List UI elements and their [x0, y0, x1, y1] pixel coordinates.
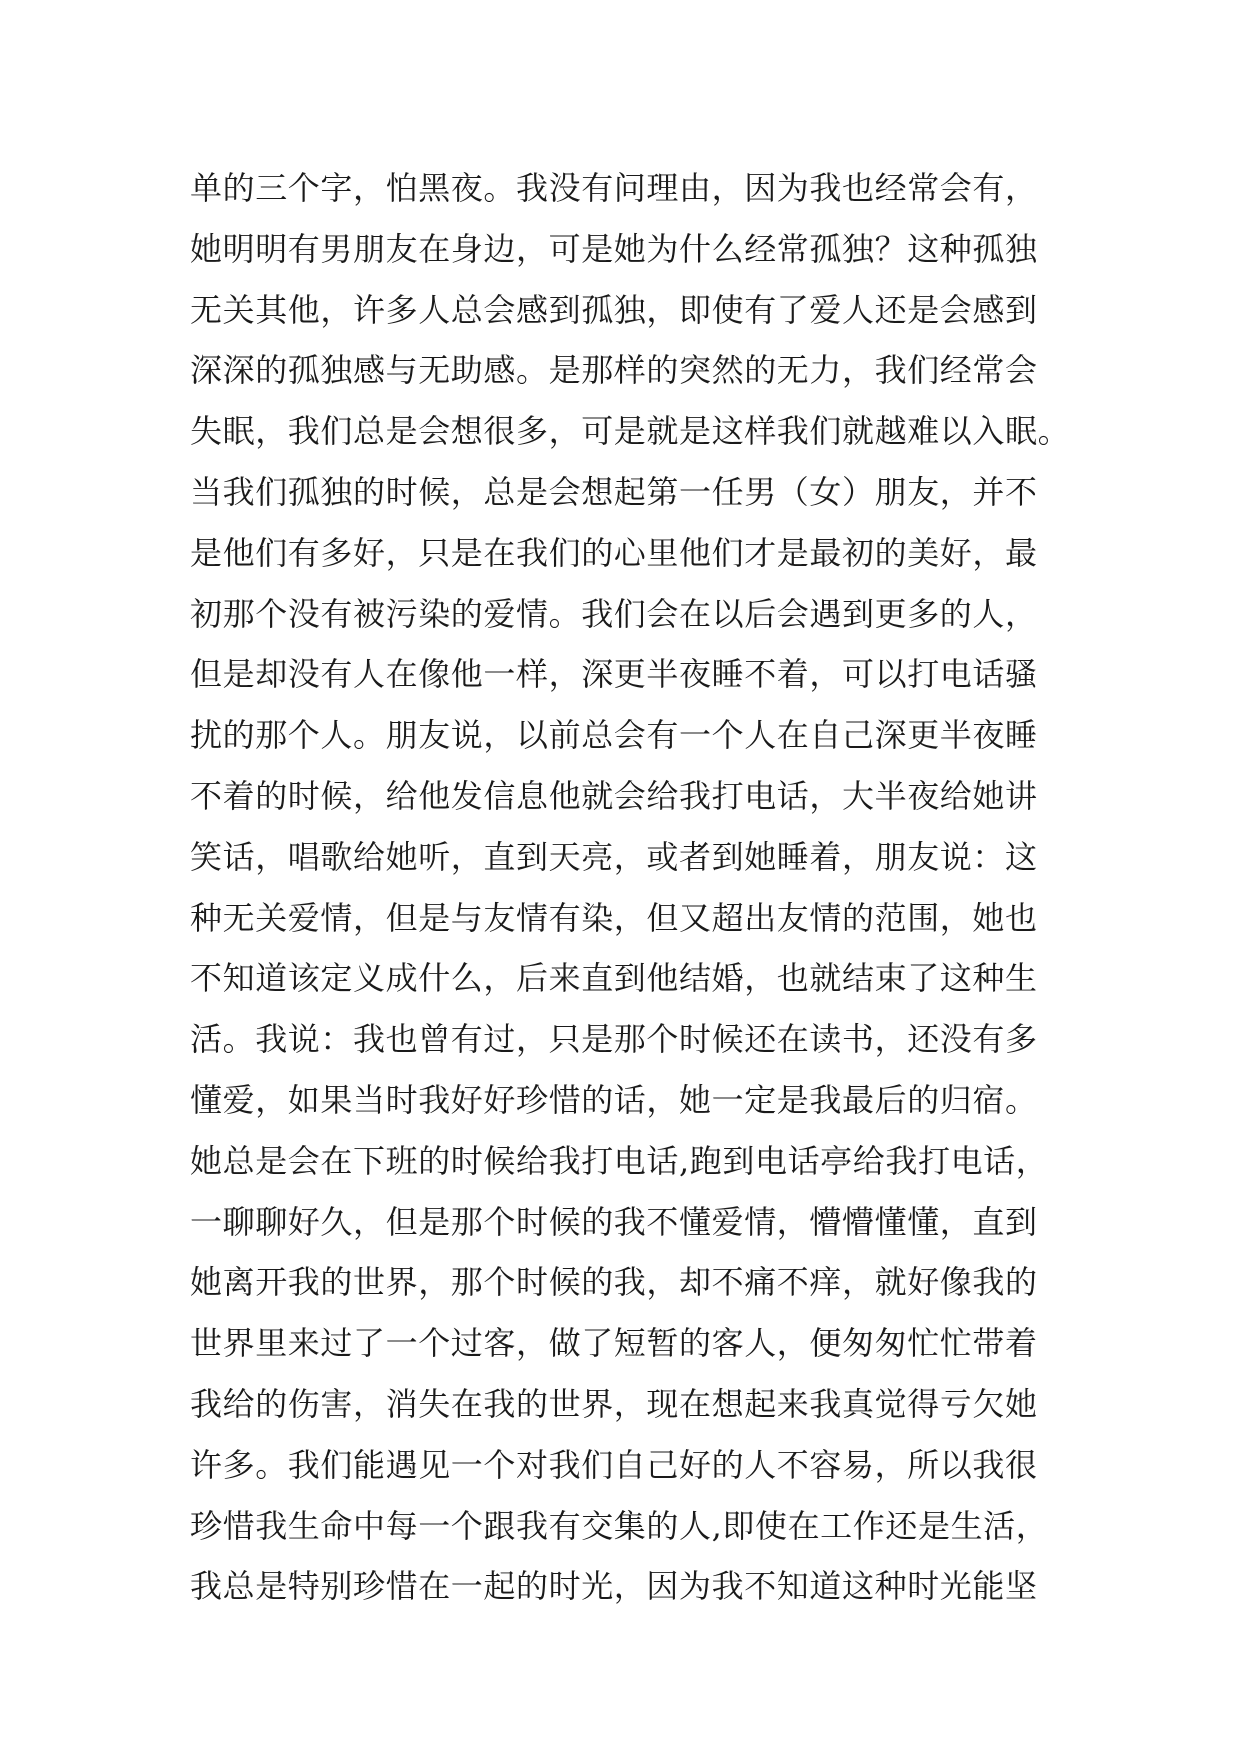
text-line: 深深的孤独感与无助感。是那样的突然的无力，我们经常会 [190, 351, 1038, 390]
text-line: 单的三个字，怕黑夜。我没有问理由，因为我也经常会有， [190, 169, 1038, 207]
text-line: 是他们有多好，只是在我们的心里他们才是最初的美好，最 [190, 533, 1038, 572]
text-line: 当我们孤独的时候，总是会想起第一任男（女）朋友，并不 [190, 472, 1038, 511]
text-line: 我给的伤害，消失在我的世界，现在想起来我真觉得亏欠她 [190, 1384, 1038, 1423]
text-line: 笑话，唱歌给她听，直到天亮，或者到她睡着，朋友说：这 [190, 837, 1038, 876]
text-line: 不着的时候，给他发信息他就会给我打电话，大半夜给她讲 [190, 776, 1038, 815]
text-line: 初那个没有被污染的爱情。我们会在以后会遇到更多的人， [190, 594, 1038, 633]
text-line: 她离开我的世界，那个时候的我，却不痛不痒，就好像我的 [190, 1263, 1038, 1302]
text-line: 她明明有男朋友在身边，可是她为什么经常孤独？这种孤独 [190, 229, 1038, 268]
text-line: 失眠，我们总是会想很多，可是就是这样我们就越难以入眠。 [190, 412, 1071, 451]
text-line: 我总是特别珍惜在一起的时光，因为我不知道这种时光能坚 [190, 1567, 1038, 1606]
text-line: 世界里来过了一个过客，做了短暂的客人，便匆匆忙忙带着 [190, 1324, 1038, 1363]
text-line: 懂爱，如果当时我好好珍惜的话，她一定是我最后的归宿。 [190, 1080, 1038, 1119]
text-line: 不知道该定义成什么，后来直到他结婚，也就结束了这种生 [190, 959, 1038, 998]
text-line: 许多。我们能遇见一个对我们自己好的人不容易，所以我很 [190, 1445, 1038, 1484]
text-line: 无关其他，许多人总会感到孤独，即使有了爱人还是会感到 [190, 290, 1038, 329]
text-line: 扰的那个人。朋友说，以前总会有一个人在自己深更半夜睡 [190, 716, 1038, 755]
text-line: 种无关爱情，但是与友情有染，但又超出友情的范围，她也 [190, 898, 1038, 937]
text-line: 但是却没有人在像他一样，深更半夜睡不着，可以打电话骚 [190, 655, 1038, 694]
text-line: 活。我说：我也曾有过，只是那个时候还在读书，还没有多 [190, 1020, 1038, 1059]
text-line: 一聊聊好久，但是那个时候的我不懂爱情，懵懵懂懂，直到 [190, 1202, 1038, 1241]
text-line: 珍惜我生命中每一个跟我有交集的人,即使在工作还是生活， [190, 1506, 1049, 1545]
text-line: 她总是会在下班的时候给我打电话,跑到电话亭给我打电话， [190, 1141, 1049, 1180]
body-text [190, 158, 1070, 1617]
